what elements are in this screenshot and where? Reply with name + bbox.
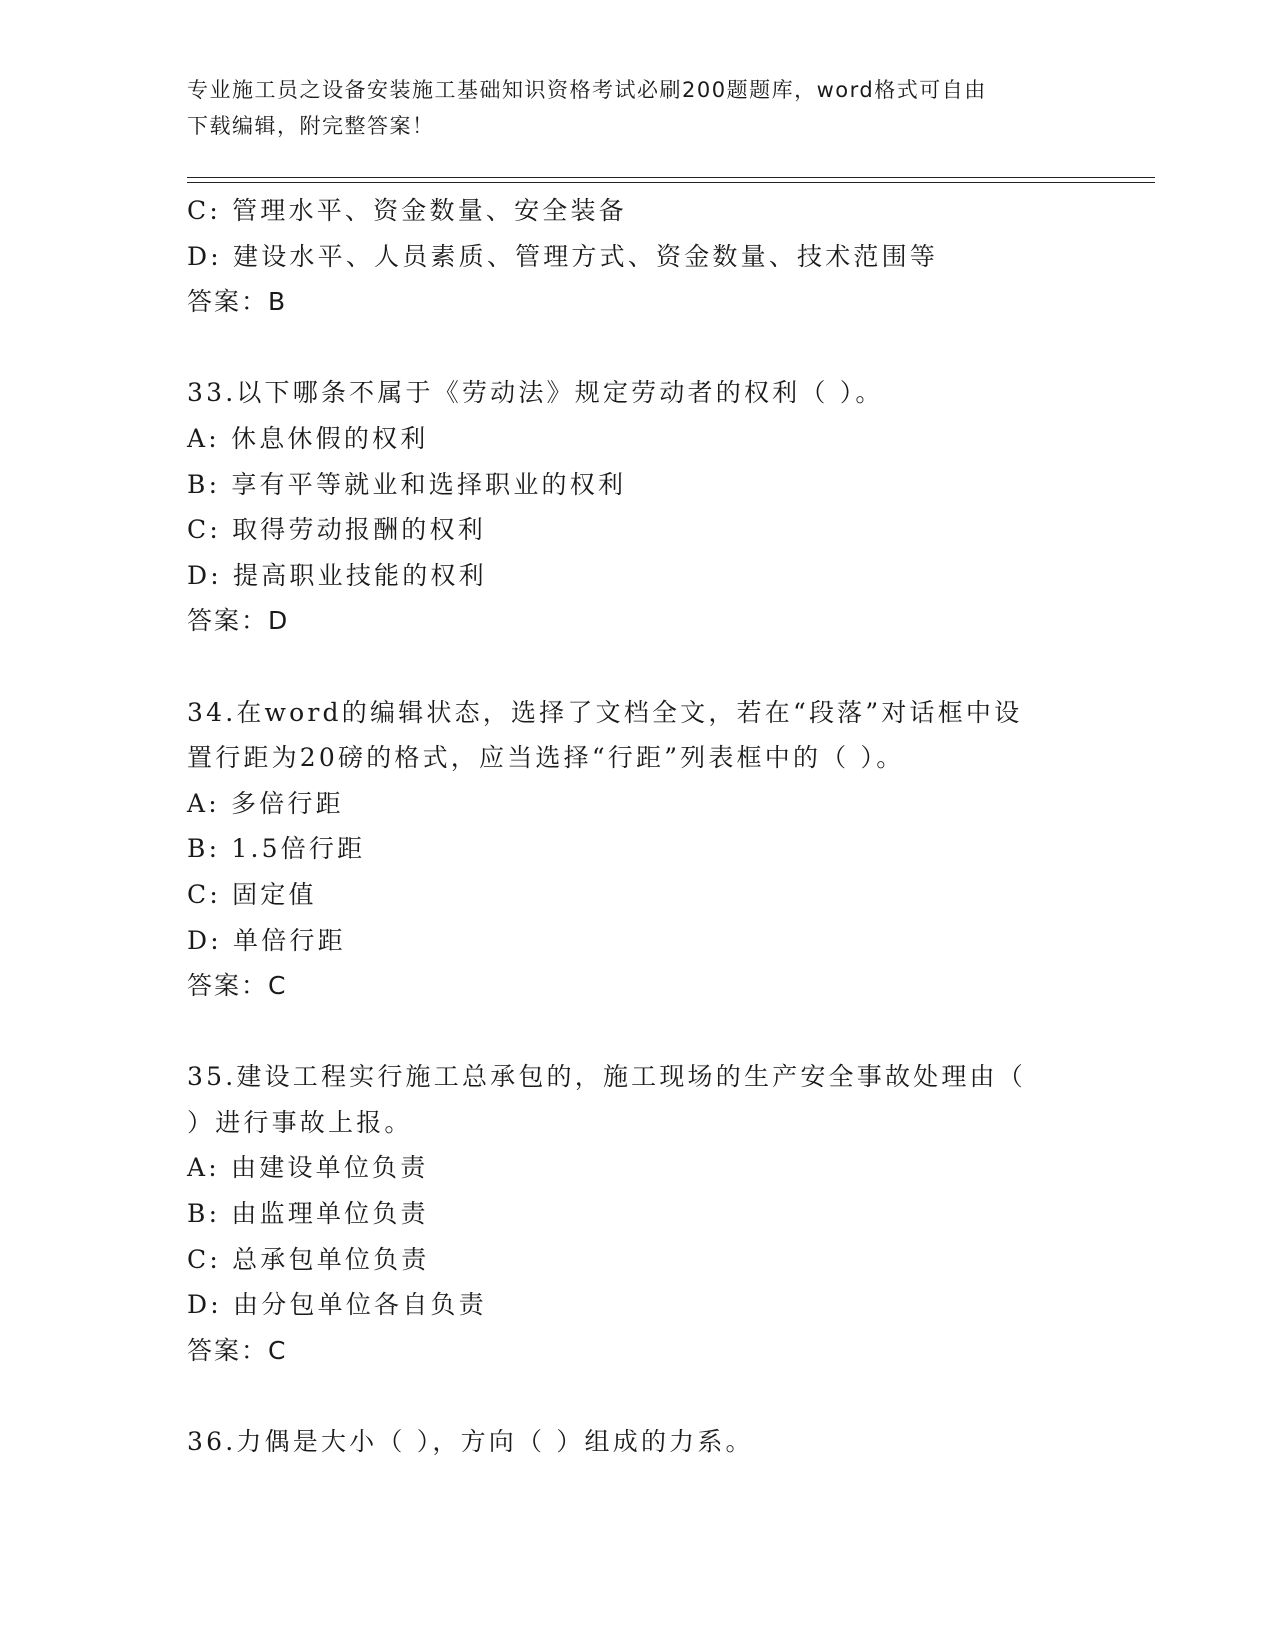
option-d: D: 建设水平、人员素质、管理方式、资金数量、技术范围等	[187, 241, 939, 271]
header-line-2: 下载编辑，附完整答案！	[187, 114, 435, 138]
option-d: D: 单倍行距	[187, 925, 346, 955]
question-stem-line-2: 置行距为20磅的格式，应当选择“行距”列表框中的（ ）。	[187, 743, 905, 773]
answer-line: 答案：D	[187, 606, 290, 636]
option-c: C: 取得劳动报酬的权利	[187, 515, 486, 545]
header-divider-bottom	[187, 182, 1155, 183]
spacer	[187, 644, 1087, 690]
answer-line: 答案：B	[187, 287, 288, 317]
question-stem-line-2: ）进行事故上报。	[187, 1107, 413, 1137]
question-36	[187, 1419, 1087, 1465]
spacer	[187, 1009, 1087, 1055]
question-stem: 36.力偶是大小（ ），方向（ ）组成的力系。	[187, 1427, 754, 1457]
spacer	[187, 325, 1087, 371]
spacer	[187, 1373, 1087, 1419]
option-a: A: 多倍行距	[187, 788, 344, 818]
option-b: B: 由监理单位负责	[187, 1199, 429, 1229]
option-a: A: 休息休假的权利	[187, 423, 429, 453]
answer-line: 答案：C	[187, 1335, 288, 1365]
question-stem-line-1: 34.在word的编辑状态，选择了文档全文，若在“段落”对话框中设	[187, 697, 1023, 727]
question-35	[187, 1054, 1087, 1373]
option-a: A: 由建设单位负责	[187, 1153, 429, 1183]
option-c: C: 固定值	[187, 879, 317, 909]
option-b: B: 1.5倍行距	[187, 834, 366, 864]
answer-line: 答案：C	[187, 971, 288, 1001]
question-stem: 33.以下哪条不属于《劳动法》规定劳动者的权利（ ）。	[187, 378, 884, 408]
option-d: D: 由分包单位各自负责	[187, 1290, 487, 1320]
question-33	[187, 370, 1087, 644]
option-c: C: 管理水平、资金数量、安全装备	[187, 196, 627, 225]
option-d: D: 提高职业技能的权利	[187, 560, 487, 590]
question-32-tail	[187, 188, 1087, 325]
header-divider-top	[187, 177, 1155, 178]
question-34	[187, 690, 1087, 1009]
question-stem-line-1: 35.建设工程实行施工总承包的，施工现场的生产安全事故处理由（	[187, 1062, 1026, 1092]
question-list	[187, 188, 1087, 1465]
document-header	[187, 72, 1067, 144]
option-b: B: 享有平等就业和选择职业的权利	[187, 469, 627, 499]
header-line-1: 专业施工员之设备安装施工基础知识资格考试必刷200题题库，word格式可自由	[187, 78, 987, 102]
option-c: C: 总承包单位负责	[187, 1244, 430, 1274]
